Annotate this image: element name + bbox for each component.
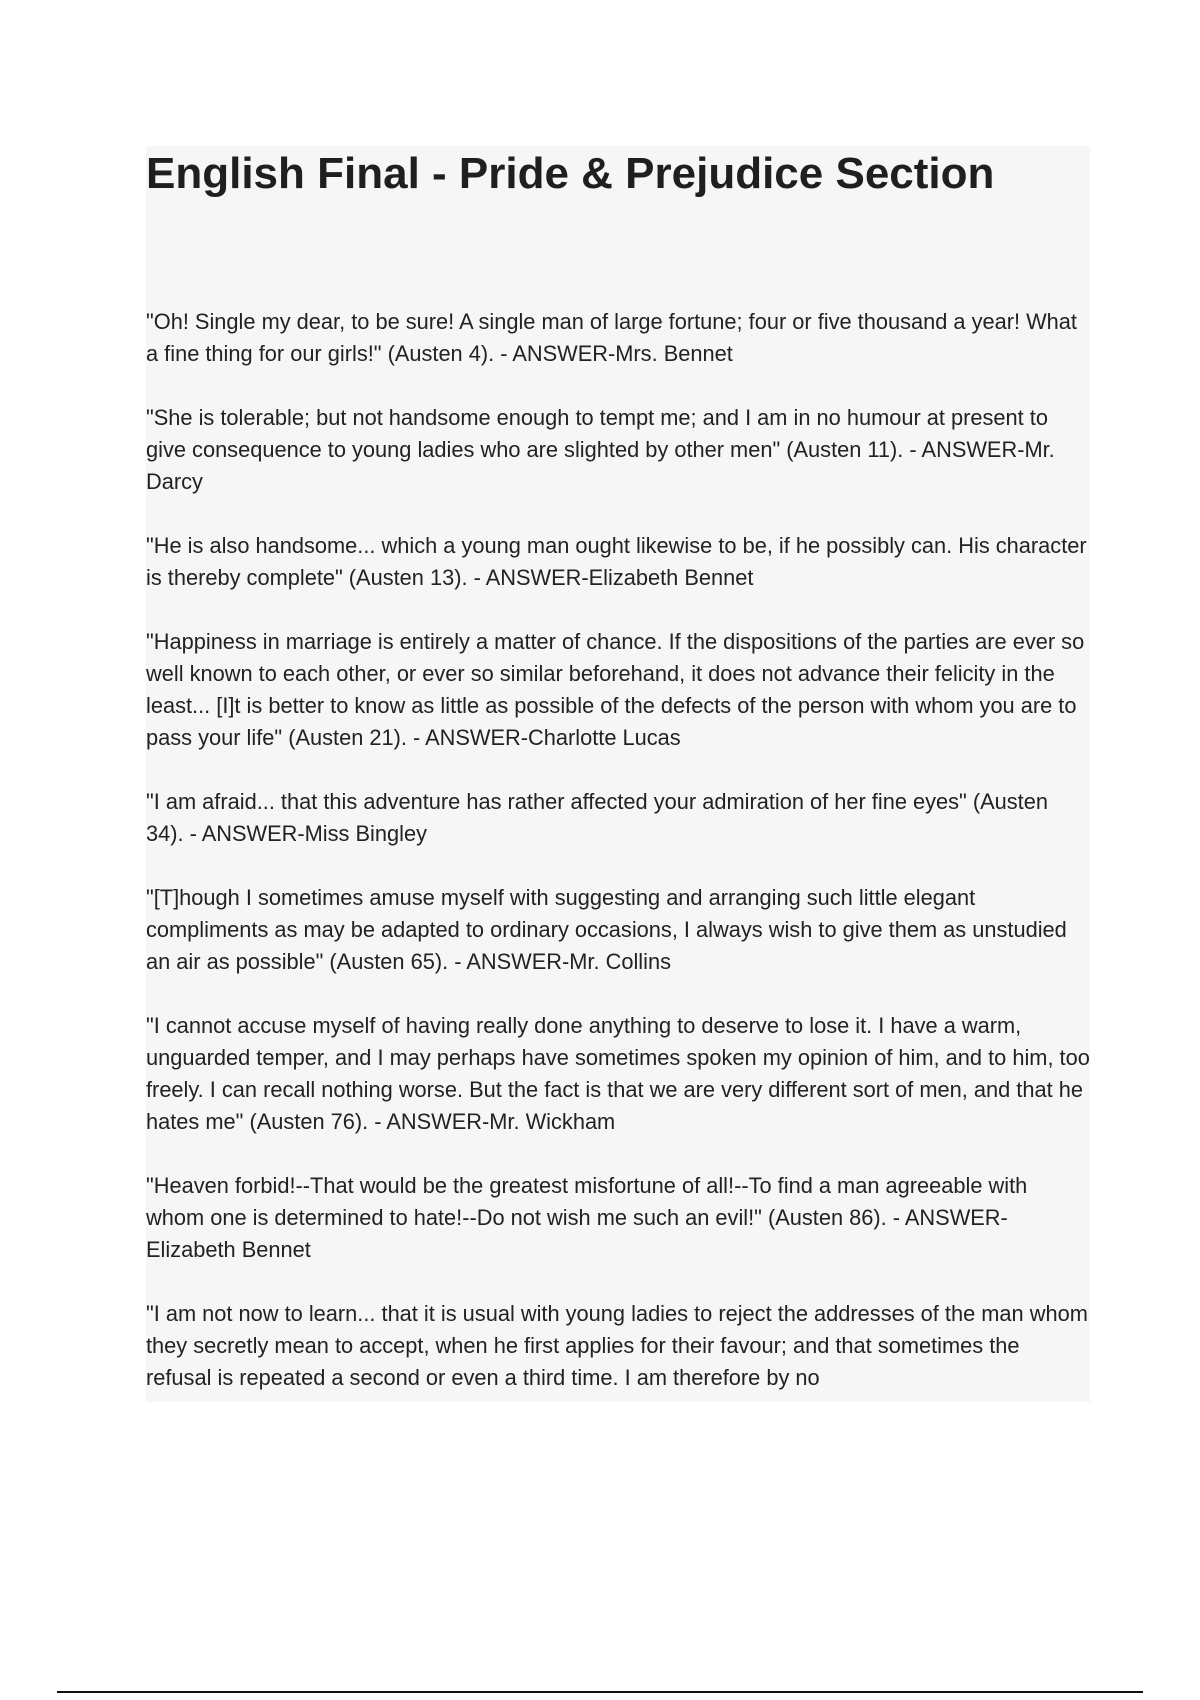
qa-item: "I am afraid... that this adventure has rather affected your admiration of her fine eyes" (Austen 34). - ANSWER-Miss Bingley: [146, 789, 1048, 846]
qa-item: "Oh! Single my dear, to be sure! A single man of large fortune; four or five thousand a year! What a fine thing for our girls!" (Austen 4). - ANSWER-Mrs. Bennet: [146, 309, 1077, 366]
qa-list: [146, 306, 1090, 1426]
qa-item: "Heaven forbid!--That would be the greatest misfortune of all!--To find a man agreeable with whom one is determined to hate!--Do not wish me such an evil!" (Austen 86). - ANSWER-Elizabeth Bennet: [146, 1173, 1028, 1262]
qa-item: "I am not now to learn... that it is usual with young ladies to reject the addresses of the man whom they secretly mean to accept, when he first applies for their favour; and that sometimes the refusal is repeated a second or even a third time. I am therefore by no: [146, 1301, 1088, 1390]
qa-item: "I cannot accuse myself of having really done anything to deserve to lose it. I have a warm, unguarded temper, and I may perhaps have sometimes spoken my opinion of him, and to him, too freely. I can recall nothing worse. But the fact is that we are very different sort of men, and that he hates me" (Austen 76). - ANSWER-Mr. Wickham: [146, 1013, 1090, 1134]
qa-item: "He is also handsome... which a young man ought likewise to be, if he possibly can. His character is thereby complete" (Austen 13). - ANSWER-Elizabeth Bennet: [146, 533, 1087, 590]
page-bottom-rule: [57, 1691, 1143, 1693]
qa-item: "She is tolerable; but not handsome enough to tempt me; and I am in no humour at present to give consequence to young ladies who are slighted by other men" (Austen 11). - ANSWER-Mr. Darcy: [146, 405, 1055, 494]
qa-item: "Happiness in marriage is entirely a matter of chance. If the dispositions of the parties are ever so well known to each other, or ever so similar beforehand, it does not advance their felicity in the least... [I]t is better to know as little as possible of the defects of the person with whom you are to pass your life" (Austen 21). - ANSWER-Charlotte Lucas: [146, 629, 1085, 750]
document-title: English Final - Pride & Prejudice Section: [146, 149, 995, 198]
qa-item: "[T]hough I sometimes amuse myself with suggesting and arranging such little elegant compliments as may be adapted to ordinary occasions, I always wish to give them as unstudied an air as possible" (Austen 65). - ANSWER-Mr. Collins: [146, 885, 1067, 974]
document-content: [146, 146, 1090, 1402]
